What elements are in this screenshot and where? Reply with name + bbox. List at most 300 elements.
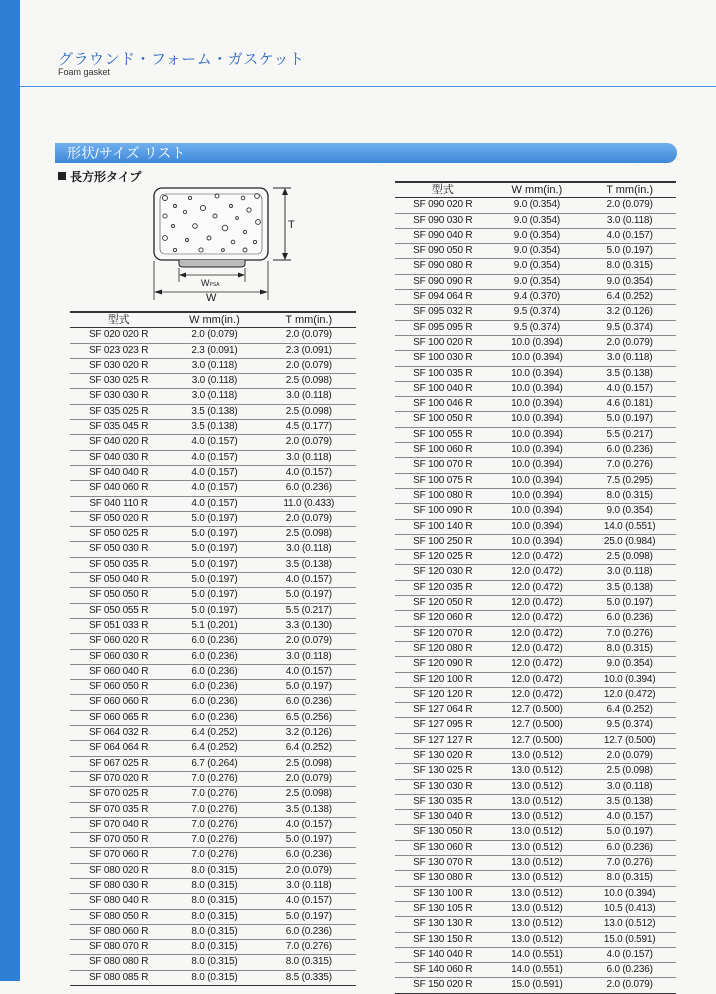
cell-thickness: 2.5 (0.098) bbox=[262, 374, 356, 389]
cell-model: SF 140 060 R bbox=[395, 963, 491, 978]
cell-thickness: 2.5 (0.098) bbox=[262, 527, 356, 542]
cell-model: SF 070 040 R bbox=[70, 817, 167, 832]
cell-thickness: 8.0 (0.315) bbox=[583, 259, 676, 274]
cell-width: 8.0 (0.315) bbox=[167, 924, 261, 939]
cell-thickness: 7.0 (0.276) bbox=[583, 626, 676, 641]
cell-thickness: 2.5 (0.098) bbox=[262, 787, 356, 802]
table-row bbox=[70, 680, 356, 695]
cell-thickness: 4.0 (0.157) bbox=[262, 894, 356, 909]
cell-thickness: 3.5 (0.138) bbox=[583, 580, 676, 595]
cell-model: SF 064 064 R bbox=[70, 741, 167, 756]
table-row bbox=[395, 244, 676, 259]
cell-width: 10.0 (0.394) bbox=[491, 427, 584, 442]
cell-thickness: 7.0 (0.276) bbox=[583, 458, 676, 473]
cell-thickness: 4.6 (0.181) bbox=[583, 397, 676, 412]
cell-width: 12.0 (0.472) bbox=[491, 550, 584, 565]
cell-model: SF 035 025 R bbox=[70, 404, 167, 419]
cell-width: 8.0 (0.315) bbox=[167, 863, 261, 878]
cell-width: 7.0 (0.276) bbox=[167, 771, 261, 786]
cell-thickness: 3.5 (0.138) bbox=[262, 802, 356, 817]
cell-width: 5.0 (0.197) bbox=[167, 511, 261, 526]
cell-width: 13.0 (0.512) bbox=[491, 886, 584, 901]
cell-width: 13.0 (0.512) bbox=[491, 764, 584, 779]
cell-width: 5.0 (0.197) bbox=[167, 588, 261, 603]
cell-thickness: 9.5 (0.374) bbox=[583, 320, 676, 335]
cell-width: 13.0 (0.512) bbox=[491, 748, 584, 763]
cell-thickness: 9.5 (0.374) bbox=[583, 718, 676, 733]
cell-width: 10.0 (0.394) bbox=[491, 473, 584, 488]
cell-thickness: 6.0 (0.236) bbox=[583, 840, 676, 855]
table-row bbox=[395, 473, 676, 488]
cell-width: 12.0 (0.472) bbox=[491, 580, 584, 595]
cell-model: SF 095 032 R bbox=[395, 305, 491, 320]
cell-width: 13.0 (0.512) bbox=[491, 794, 584, 809]
table-row bbox=[70, 404, 356, 419]
cell-model: SF 100 020 R bbox=[395, 335, 491, 350]
cell-model: SF 100 030 R bbox=[395, 351, 491, 366]
cell-width: 12.0 (0.472) bbox=[491, 611, 584, 626]
table-row bbox=[70, 863, 356, 878]
cell-model: SF 130 070 R bbox=[395, 856, 491, 871]
cell-model: SF 064 032 R bbox=[70, 726, 167, 741]
section-title: 形状/サイズ リスト bbox=[67, 145, 186, 161]
table-row bbox=[395, 290, 676, 305]
table-row bbox=[395, 565, 676, 580]
table-row bbox=[70, 664, 356, 679]
cell-width: 4.0 (0.157) bbox=[167, 496, 261, 511]
subsection-heading bbox=[58, 168, 141, 185]
cell-width: 14.0 (0.551) bbox=[491, 947, 584, 962]
cell-width: 12.0 (0.472) bbox=[491, 687, 584, 702]
table-row bbox=[395, 825, 676, 840]
cell-width: 10.0 (0.394) bbox=[491, 412, 584, 427]
cell-thickness: 7.0 (0.276) bbox=[262, 940, 356, 955]
table-row bbox=[70, 542, 356, 557]
psa-width-label: WPSA bbox=[201, 278, 220, 288]
cell-thickness: 2.0 (0.079) bbox=[262, 511, 356, 526]
table-row bbox=[395, 871, 676, 886]
cell-model: SF 050 035 R bbox=[70, 557, 167, 572]
cell-width: 9.0 (0.354) bbox=[491, 244, 584, 259]
cell-model: SF 127 095 R bbox=[395, 718, 491, 733]
cell-model: SF 050 055 R bbox=[70, 603, 167, 618]
cell-model: SF 050 040 R bbox=[70, 573, 167, 588]
cell-model: SF 100 060 R bbox=[395, 443, 491, 458]
size-table-left bbox=[70, 311, 356, 986]
cell-thickness: 3.0 (0.118) bbox=[583, 779, 676, 794]
table-row bbox=[70, 557, 356, 572]
cell-thickness: 6.4 (0.252) bbox=[583, 703, 676, 718]
cell-thickness: 4.0 (0.157) bbox=[262, 573, 356, 588]
cell-width: 12.7 (0.500) bbox=[491, 718, 584, 733]
cell-model: SF 035 045 R bbox=[70, 420, 167, 435]
cell-model: SF 050 020 R bbox=[70, 511, 167, 526]
cell-model: SF 051 033 R bbox=[70, 618, 167, 633]
cell-thickness: 5.0 (0.197) bbox=[583, 244, 676, 259]
cell-width: 9.0 (0.354) bbox=[491, 259, 584, 274]
left-accent-bar bbox=[0, 0, 20, 981]
cell-thickness: 2.0 (0.079) bbox=[262, 435, 356, 450]
cell-model: SF 080 030 R bbox=[70, 878, 167, 893]
cell-width: 6.4 (0.252) bbox=[167, 726, 261, 741]
cell-thickness: 4.0 (0.157) bbox=[262, 465, 356, 480]
section-banner bbox=[55, 143, 677, 163]
cell-width: 12.0 (0.472) bbox=[491, 641, 584, 656]
table-row bbox=[70, 649, 356, 664]
cell-model: SF 120 035 R bbox=[395, 580, 491, 595]
cell-width: 13.0 (0.512) bbox=[491, 917, 584, 932]
cell-model: SF 100 140 R bbox=[395, 519, 491, 534]
table-row bbox=[70, 726, 356, 741]
table-row bbox=[70, 924, 356, 939]
cell-width: 12.0 (0.472) bbox=[491, 565, 584, 580]
cell-width: 5.0 (0.197) bbox=[167, 542, 261, 557]
cell-thickness: 15.0 (0.591) bbox=[583, 932, 676, 947]
cell-thickness: 6.0 (0.236) bbox=[262, 695, 356, 710]
cell-model: SF 100 035 R bbox=[395, 366, 491, 381]
cell-width: 5.0 (0.197) bbox=[167, 603, 261, 618]
cell-model: SF 100 080 R bbox=[395, 488, 491, 503]
cell-width: 6.4 (0.252) bbox=[167, 741, 261, 756]
cell-width: 12.0 (0.472) bbox=[491, 672, 584, 687]
cell-thickness: 2.5 (0.098) bbox=[583, 764, 676, 779]
cell-width: 8.0 (0.315) bbox=[167, 970, 261, 985]
table-row bbox=[395, 443, 676, 458]
cell-thickness: 5.0 (0.197) bbox=[583, 412, 676, 427]
cell-width: 10.0 (0.394) bbox=[491, 458, 584, 473]
cell-width: 8.0 (0.315) bbox=[167, 878, 261, 893]
table-row bbox=[395, 320, 676, 335]
table-row bbox=[395, 366, 676, 381]
cell-width: 10.0 (0.394) bbox=[491, 504, 584, 519]
col-header-thickness: T mm(in.) bbox=[262, 312, 356, 328]
table-row bbox=[395, 764, 676, 779]
col-header-thickness: T mm(in.) bbox=[583, 182, 676, 198]
cell-model: SF 130 060 R bbox=[395, 840, 491, 855]
cell-thickness: 3.0 (0.118) bbox=[583, 351, 676, 366]
table-row bbox=[70, 909, 356, 924]
cell-thickness: 3.0 (0.118) bbox=[583, 565, 676, 580]
cell-model: SF 070 025 R bbox=[70, 787, 167, 802]
cell-model: SF 120 090 R bbox=[395, 657, 491, 672]
table-row bbox=[70, 955, 356, 970]
cell-thickness: 6.0 (0.236) bbox=[583, 443, 676, 458]
cell-width: 9.0 (0.354) bbox=[491, 198, 584, 213]
cell-thickness: 6.0 (0.236) bbox=[262, 481, 356, 496]
cell-thickness: 2.0 (0.079) bbox=[583, 198, 676, 213]
cell-model: SF 127 064 R bbox=[395, 703, 491, 718]
table-row bbox=[70, 588, 356, 603]
cell-model: SF 040 110 R bbox=[70, 496, 167, 511]
table-row bbox=[70, 374, 356, 389]
cell-thickness: 3.3 (0.130) bbox=[262, 618, 356, 633]
table-row bbox=[395, 427, 676, 442]
cell-width: 14.0 (0.551) bbox=[491, 963, 584, 978]
cell-model: SF 060 040 R bbox=[70, 664, 167, 679]
gasket-diagram bbox=[145, 182, 305, 302]
cell-model: SF 150 020 R bbox=[395, 978, 491, 993]
cell-thickness: 3.0 (0.118) bbox=[583, 213, 676, 228]
table-row bbox=[395, 963, 676, 978]
cell-thickness: 3.0 (0.118) bbox=[262, 542, 356, 557]
cell-width: 9.5 (0.374) bbox=[491, 320, 584, 335]
cell-model: SF 080 020 R bbox=[70, 863, 167, 878]
table-row bbox=[395, 886, 676, 901]
table-row bbox=[70, 389, 356, 404]
cell-model: SF 080 060 R bbox=[70, 924, 167, 939]
cell-thickness: 4.5 (0.177) bbox=[262, 420, 356, 435]
cell-model: SF 130 100 R bbox=[395, 886, 491, 901]
cell-model: SF 100 046 R bbox=[395, 397, 491, 412]
cell-model: SF 040 030 R bbox=[70, 450, 167, 465]
cell-model: SF 050 030 R bbox=[70, 542, 167, 557]
cell-thickness: 8.0 (0.315) bbox=[583, 871, 676, 886]
cell-width: 3.0 (0.118) bbox=[167, 358, 261, 373]
cell-thickness: 4.0 (0.157) bbox=[583, 810, 676, 825]
table-row bbox=[70, 802, 356, 817]
cell-model: SF 020 020 R bbox=[70, 328, 167, 343]
cell-thickness: 11.0 (0.433) bbox=[262, 496, 356, 511]
cell-model: SF 130 020 R bbox=[395, 748, 491, 763]
cell-model: SF 130 040 R bbox=[395, 810, 491, 825]
cell-model: SF 050 025 R bbox=[70, 527, 167, 542]
cell-width: 10.0 (0.394) bbox=[491, 366, 584, 381]
cell-width: 10.0 (0.394) bbox=[491, 519, 584, 534]
table-row bbox=[70, 496, 356, 511]
table-row bbox=[395, 641, 676, 656]
cell-thickness: 2.3 (0.091) bbox=[262, 343, 356, 358]
cell-width: 2.3 (0.091) bbox=[167, 343, 261, 358]
table-row bbox=[395, 611, 676, 626]
cell-model: SF 130 105 R bbox=[395, 901, 491, 916]
table-row bbox=[70, 710, 356, 725]
page-subtitle: Foam gasket bbox=[58, 67, 111, 77]
cell-width: 8.0 (0.315) bbox=[167, 940, 261, 955]
cell-model: SF 120 080 R bbox=[395, 641, 491, 656]
table-row bbox=[395, 198, 676, 213]
cell-width: 9.0 (0.354) bbox=[491, 228, 584, 243]
cell-width: 13.0 (0.512) bbox=[491, 779, 584, 794]
cell-model: SF 080 085 R bbox=[70, 970, 167, 985]
table-row bbox=[70, 756, 356, 771]
table-row bbox=[395, 779, 676, 794]
cell-width: 3.5 (0.138) bbox=[167, 404, 261, 419]
table-row bbox=[70, 848, 356, 863]
cell-width: 3.0 (0.118) bbox=[167, 374, 261, 389]
cell-thickness: 5.0 (0.197) bbox=[583, 596, 676, 611]
cell-model: SF 050 050 R bbox=[70, 588, 167, 603]
cell-thickness: 5.0 (0.197) bbox=[262, 588, 356, 603]
cell-thickness: 6.0 (0.236) bbox=[583, 963, 676, 978]
cell-width: 6.0 (0.236) bbox=[167, 710, 261, 725]
cell-thickness: 6.0 (0.236) bbox=[262, 848, 356, 863]
table-row bbox=[395, 856, 676, 871]
table-row bbox=[395, 519, 676, 534]
cell-model: SF 060 060 R bbox=[70, 695, 167, 710]
cell-thickness: 8.0 (0.315) bbox=[583, 488, 676, 503]
table-row bbox=[70, 695, 356, 710]
table-row bbox=[70, 527, 356, 542]
cell-model: SF 130 025 R bbox=[395, 764, 491, 779]
cell-model: SF 120 070 R bbox=[395, 626, 491, 641]
table-row bbox=[70, 878, 356, 893]
cell-thickness: 9.0 (0.354) bbox=[583, 657, 676, 672]
cell-width: 7.0 (0.276) bbox=[167, 802, 261, 817]
table-row bbox=[70, 328, 356, 343]
table-row bbox=[395, 274, 676, 289]
size-table-right bbox=[395, 181, 676, 994]
table-row bbox=[395, 381, 676, 396]
table-row bbox=[395, 917, 676, 932]
cell-model: SF 130 130 R bbox=[395, 917, 491, 932]
cell-thickness: 14.0 (0.551) bbox=[583, 519, 676, 534]
table-row bbox=[395, 458, 676, 473]
table-row bbox=[395, 412, 676, 427]
cell-thickness: 6.4 (0.252) bbox=[262, 741, 356, 756]
cell-thickness: 10.5 (0.413) bbox=[583, 901, 676, 916]
cell-width: 8.0 (0.315) bbox=[167, 894, 261, 909]
cell-width: 5.0 (0.197) bbox=[167, 527, 261, 542]
cell-model: SF 120 030 R bbox=[395, 565, 491, 580]
table-header-row bbox=[70, 312, 356, 328]
cell-model: SF 100 050 R bbox=[395, 412, 491, 427]
cell-width: 13.0 (0.512) bbox=[491, 901, 584, 916]
table-row bbox=[395, 810, 676, 825]
cell-thickness: 2.0 (0.079) bbox=[583, 978, 676, 993]
table-row bbox=[395, 947, 676, 962]
table-row bbox=[395, 672, 676, 687]
cell-width: 10.0 (0.394) bbox=[491, 381, 584, 396]
header-divider bbox=[20, 86, 716, 87]
cell-model: SF 127 127 R bbox=[395, 733, 491, 748]
cell-width: 12.7 (0.500) bbox=[491, 703, 584, 718]
col-header-model: 型式 bbox=[395, 182, 491, 198]
cell-model: SF 070 060 R bbox=[70, 848, 167, 863]
cell-width: 12.7 (0.500) bbox=[491, 733, 584, 748]
table-row bbox=[70, 343, 356, 358]
cell-model: SF 040 040 R bbox=[70, 465, 167, 480]
cell-width: 9.0 (0.354) bbox=[491, 274, 584, 289]
table-row bbox=[395, 703, 676, 718]
cell-thickness: 6.0 (0.236) bbox=[262, 924, 356, 939]
table-row bbox=[395, 580, 676, 595]
cell-thickness: 6.4 (0.252) bbox=[583, 290, 676, 305]
cell-model: SF 040 020 R bbox=[70, 435, 167, 450]
cell-width: 3.0 (0.118) bbox=[167, 389, 261, 404]
cell-width: 13.0 (0.512) bbox=[491, 840, 584, 855]
cell-model: SF 100 040 R bbox=[395, 381, 491, 396]
cell-thickness: 10.0 (0.394) bbox=[583, 672, 676, 687]
table-row bbox=[395, 932, 676, 947]
cell-thickness: 9.0 (0.354) bbox=[583, 274, 676, 289]
cell-model: SF 070 020 R bbox=[70, 771, 167, 786]
cell-model: SF 030 030 R bbox=[70, 389, 167, 404]
cell-thickness: 7.5 (0.295) bbox=[583, 473, 676, 488]
cell-thickness: 2.5 (0.098) bbox=[262, 404, 356, 419]
cell-thickness: 2.0 (0.079) bbox=[583, 335, 676, 350]
cell-model: SF 140 040 R bbox=[395, 947, 491, 962]
table-row bbox=[395, 748, 676, 763]
table-row bbox=[395, 840, 676, 855]
table-row bbox=[70, 833, 356, 848]
cell-width: 9.5 (0.374) bbox=[491, 305, 584, 320]
table-row bbox=[70, 450, 356, 465]
table-row bbox=[395, 626, 676, 641]
cell-model: SF 030 025 R bbox=[70, 374, 167, 389]
cell-thickness: 12.7 (0.500) bbox=[583, 733, 676, 748]
cell-model: SF 100 090 R bbox=[395, 504, 491, 519]
cell-thickness: 5.0 (0.197) bbox=[583, 825, 676, 840]
cell-thickness: 8.0 (0.315) bbox=[262, 955, 356, 970]
cell-model: SF 080 040 R bbox=[70, 894, 167, 909]
table-row bbox=[70, 618, 356, 633]
cell-thickness: 2.0 (0.079) bbox=[262, 771, 356, 786]
cell-width: 12.0 (0.472) bbox=[491, 657, 584, 672]
cell-thickness: 3.5 (0.138) bbox=[583, 794, 676, 809]
table-row bbox=[395, 596, 676, 611]
cell-thickness: 4.0 (0.157) bbox=[262, 817, 356, 832]
table-row bbox=[395, 794, 676, 809]
cell-thickness: 3.0 (0.118) bbox=[262, 649, 356, 664]
cell-model: SF 130 030 R bbox=[395, 779, 491, 794]
cell-model: SF 030 020 R bbox=[70, 358, 167, 373]
table-row bbox=[395, 504, 676, 519]
cell-model: SF 100 055 R bbox=[395, 427, 491, 442]
cell-width: 4.0 (0.157) bbox=[167, 481, 261, 496]
cell-model: SF 090 040 R bbox=[395, 228, 491, 243]
cell-model: SF 070 035 R bbox=[70, 802, 167, 817]
cell-thickness: 2.0 (0.079) bbox=[262, 634, 356, 649]
table-row bbox=[395, 978, 676, 993]
cell-thickness: 5.5 (0.217) bbox=[583, 427, 676, 442]
cell-model: SF 023 023 R bbox=[70, 343, 167, 358]
cell-width: 10.0 (0.394) bbox=[491, 397, 584, 412]
cell-width: 13.0 (0.512) bbox=[491, 810, 584, 825]
cell-width: 6.0 (0.236) bbox=[167, 680, 261, 695]
cell-width: 13.0 (0.512) bbox=[491, 932, 584, 947]
cell-model: SF 060 020 R bbox=[70, 634, 167, 649]
cell-thickness: 3.0 (0.118) bbox=[262, 389, 356, 404]
cell-thickness: 10.0 (0.394) bbox=[583, 886, 676, 901]
cell-thickness: 4.0 (0.157) bbox=[583, 947, 676, 962]
cell-width: 7.0 (0.276) bbox=[167, 833, 261, 848]
cell-model: SF 100 070 R bbox=[395, 458, 491, 473]
table-row bbox=[70, 741, 356, 756]
cell-model: SF 120 120 R bbox=[395, 687, 491, 702]
table-row bbox=[395, 687, 676, 702]
cell-model: SF 067 025 R bbox=[70, 756, 167, 771]
cell-model: SF 120 060 R bbox=[395, 611, 491, 626]
cell-thickness: 2.0 (0.079) bbox=[262, 358, 356, 373]
cell-thickness: 4.0 (0.157) bbox=[262, 664, 356, 679]
cell-thickness: 4.0 (0.157) bbox=[583, 228, 676, 243]
cell-model: SF 095 095 R bbox=[395, 320, 491, 335]
cell-width: 10.0 (0.394) bbox=[491, 534, 584, 549]
table-row bbox=[395, 550, 676, 565]
col-header-width: W mm(in.) bbox=[491, 182, 584, 198]
cell-thickness: 2.0 (0.079) bbox=[583, 748, 676, 763]
cell-width: 10.0 (0.394) bbox=[491, 351, 584, 366]
cell-width: 9.0 (0.354) bbox=[491, 213, 584, 228]
table-row bbox=[395, 228, 676, 243]
table-row bbox=[395, 534, 676, 549]
table-row bbox=[395, 733, 676, 748]
cell-width: 6.0 (0.236) bbox=[167, 695, 261, 710]
table-row bbox=[395, 397, 676, 412]
cell-model: SF 090 030 R bbox=[395, 213, 491, 228]
cell-model: SF 060 065 R bbox=[70, 710, 167, 725]
cell-thickness: 3.5 (0.138) bbox=[583, 366, 676, 381]
